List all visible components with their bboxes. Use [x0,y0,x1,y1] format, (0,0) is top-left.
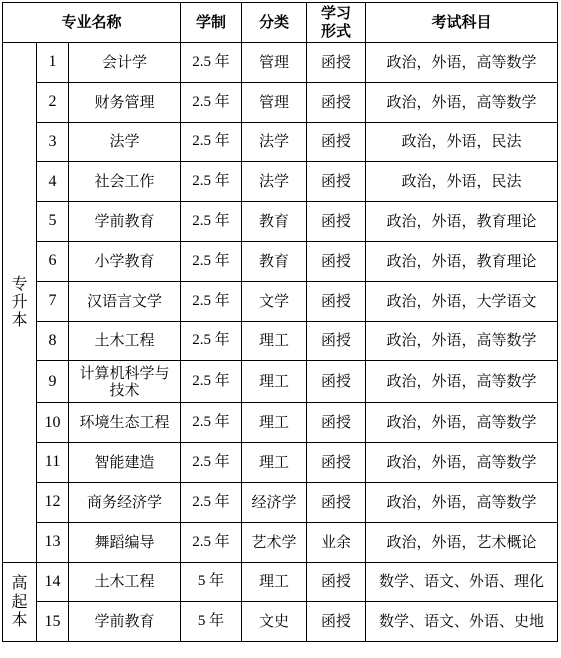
table-row [3,562,558,602]
category: 文史 [242,602,307,642]
table-row [3,43,558,83]
category: 理工 [242,443,307,483]
study-mode: 函授 [307,482,366,522]
duration: 2.5 年 [181,43,242,83]
row-number: 9 [37,361,69,403]
exam-subjects: 政治，外语，高等数学 [366,43,558,83]
exam-subjects: 政治，外语，高等数学 [366,403,558,443]
category: 教育 [242,202,307,242]
exam-subjects: 政治，外语，高等数学 [366,321,558,361]
study-mode: 函授 [307,82,366,122]
exam-subjects: 政治，外语，教育理论 [366,241,558,281]
row-number: 3 [37,122,69,162]
major-name-line2: 技术 [109,380,140,399]
majors-table [2,2,558,642]
study-mode: 函授 [307,122,366,162]
category: 管理 [242,82,307,122]
duration: 2.5 年 [181,482,242,522]
level-label-char: 本 [11,610,28,630]
major-name [69,361,181,403]
table-row [3,403,558,443]
exam-subjects: 政治，外语，大学语文 [366,281,558,321]
row-number: 14 [37,562,69,602]
level-label-char: 升 [11,292,28,312]
study-mode: 函授 [307,321,366,361]
study-mode: 函授 [307,202,366,242]
category: 法学 [242,162,307,202]
major-name: 小学教育 [69,241,181,281]
exam-subjects: 政治，外语，教育理论 [366,202,558,242]
major-name: 学前教育 [69,602,181,642]
exam-subjects: 政治，外语，高等数学 [366,361,558,403]
level-label-char: 专 [11,273,28,293]
exam-subjects: 政治，外语，民法 [366,122,558,162]
major-name: 土木工程 [69,562,181,602]
header-major-name: 专业名称 [3,3,181,43]
header-study-mode-line2: 形式 [321,21,352,40]
duration: 2.5 年 [181,281,242,321]
study-mode: 函授 [307,241,366,281]
study-mode: 函授 [307,403,366,443]
table-row [3,522,558,562]
table-row [3,321,558,361]
category: 管理 [242,43,307,83]
study-mode: 函授 [307,43,366,83]
study-mode: 函授 [307,361,366,403]
duration: 2.5 年 [181,321,242,361]
table-row [3,202,558,242]
major-name: 学前教育 [69,202,181,242]
duration: 2.5 年 [181,82,242,122]
exam-subjects: 数学、语文、外语、史地 [366,602,558,642]
major-name: 环境生态工程 [69,403,181,443]
table-row [3,122,558,162]
category: 文学 [242,281,307,321]
exam-subjects: 政治，外语，艺术概论 [366,522,558,562]
category: 理工 [242,403,307,443]
category: 经济学 [242,482,307,522]
row-number: 8 [37,321,69,361]
table-row [3,361,558,403]
row-number: 6 [37,241,69,281]
major-name-line1: 计算机科学与 [79,363,170,382]
duration: 5 年 [181,562,242,602]
study-mode: 函授 [307,162,366,202]
table-row [3,162,558,202]
duration: 5 年 [181,602,242,642]
header-exam-subjects: 考试科目 [366,3,558,43]
study-mode: 业余 [307,522,366,562]
exam-subjects: 政治，外语，高等数学 [366,443,558,483]
study-mode: 函授 [307,562,366,602]
study-mode: 函授 [307,602,366,642]
row-number: 2 [37,82,69,122]
duration: 2.5 年 [181,522,242,562]
duration: 2.5 年 [181,361,242,403]
major-name: 社会工作 [69,162,181,202]
row-number: 4 [37,162,69,202]
row-number: 13 [37,522,69,562]
row-number: 12 [37,482,69,522]
header-study-mode-line1: 学习 [321,4,352,23]
category: 理工 [242,562,307,602]
duration: 2.5 年 [181,241,242,281]
major-name: 财务管理 [69,82,181,122]
major-name: 舞蹈编导 [69,522,181,562]
category: 法学 [242,122,307,162]
table-row [3,241,558,281]
row-number: 11 [37,443,69,483]
header-study-mode [307,3,366,43]
major-name: 土木工程 [69,321,181,361]
level-label-char: 本 [11,310,28,330]
major-name: 商务经济学 [69,482,181,522]
duration: 2.5 年 [181,162,242,202]
level-label-char: 高 [11,573,28,593]
header-category: 分类 [242,3,307,43]
table-row [3,443,558,483]
row-number: 5 [37,202,69,242]
duration: 2.5 年 [181,443,242,483]
major-name: 会计学 [69,43,181,83]
exam-subjects: 数学、语文、外语、理化 [366,562,558,602]
study-mode: 函授 [307,443,366,483]
study-mode: 函授 [307,281,366,321]
table-row [3,281,558,321]
row-number: 1 [37,43,69,83]
category: 理工 [242,361,307,403]
header-row [3,3,558,43]
duration: 2.5 年 [181,403,242,443]
table-row [3,82,558,122]
category: 教育 [242,241,307,281]
category: 艺术学 [242,522,307,562]
exam-subjects: 政治，外语，高等数学 [366,82,558,122]
row-number: 7 [37,281,69,321]
category: 理工 [242,321,307,361]
exam-subjects: 政治，外语，民法 [366,162,558,202]
duration: 2.5 年 [181,202,242,242]
header-duration: 学制 [181,3,242,43]
major-name: 法学 [69,122,181,162]
duration: 2.5 年 [181,122,242,162]
row-number: 10 [37,403,69,443]
major-name: 汉语言文学 [69,281,181,321]
table-row [3,602,558,642]
level-label-upgrade [3,43,37,563]
table-row [3,482,558,522]
level-label-highschool [3,562,37,642]
major-name: 智能建造 [69,443,181,483]
row-number: 15 [37,602,69,642]
exam-subjects: 政治，外语，高等数学 [366,482,558,522]
level-label-char: 起 [11,591,28,611]
